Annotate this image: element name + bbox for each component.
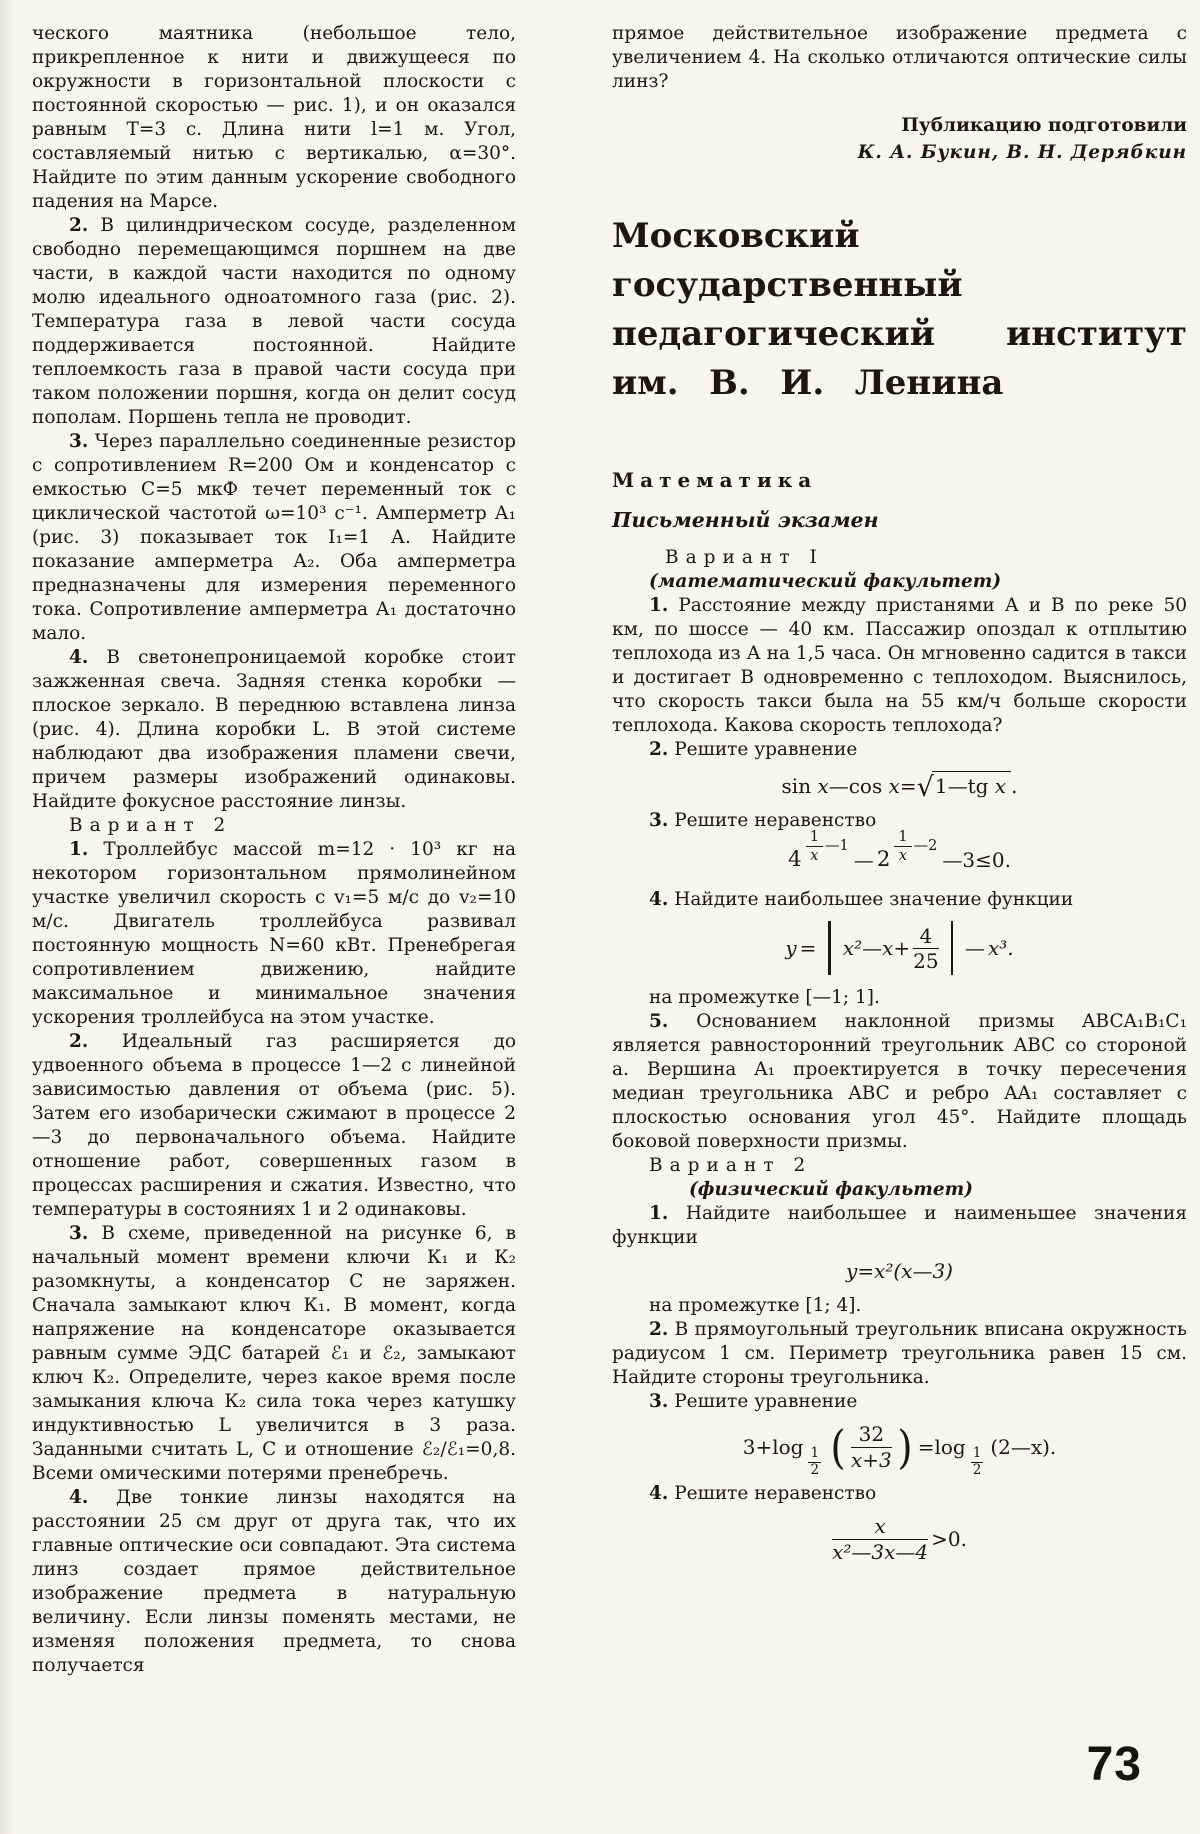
problem-number: 4. (69, 647, 89, 668)
problem-body: В светонепроницаемой коробке стоит зажженная свеча. Задняя стенка коробки — плоское зеркало. В переднюю вставлена линза (рис. 4). Длина коробки L. В этой системе наблюдают два изображения пламени свечи, причем размеры изображений одинаковы. Найдите фокусное расстояние линзы. (32, 647, 516, 812)
institute-line: Московский (612, 216, 860, 256)
problem-body: Найдите наибольшее значение функции (674, 889, 1074, 911)
log-base (971, 1446, 984, 1479)
eq-term: —3≤0. (942, 847, 1011, 872)
eq-row (788, 829, 1011, 877)
equation-logarithmic (612, 1419, 1187, 1479)
problem-number: 2. (69, 215, 89, 236)
variant-1-heading: Вариант I (665, 547, 824, 568)
radicand (932, 771, 1011, 798)
variant2-problem-2 (32, 1030, 516, 1222)
fraction-numerator: 32 (851, 1423, 892, 1447)
v2-problem-2 (612, 1318, 1187, 1390)
problem-number: 4. (69, 1487, 89, 1508)
problem-2-physics (32, 214, 516, 430)
eq-term: —1 (824, 838, 849, 855)
faculty-physics: (физический факультет) (689, 1179, 973, 1201)
eq-var: x (888, 774, 900, 798)
problem-number: 2. (69, 1031, 89, 1052)
v1-problem-2 (612, 738, 1187, 762)
problem-number: 4. (649, 889, 669, 911)
fraction-denominator: x (898, 848, 908, 865)
equation-cubic (612, 1259, 1187, 1283)
page-number: 73 (1086, 1738, 1142, 1791)
eq-term: — (853, 847, 874, 872)
eq-exponent (894, 829, 937, 864)
fraction (894, 829, 911, 864)
problem-number: 1. (649, 1203, 669, 1225)
radical-sign: √ (916, 772, 934, 803)
eq-var: y (785, 936, 797, 961)
fraction-denominator: 2 (972, 1462, 982, 1479)
fraction-denominator: x²—3x—4 (832, 1539, 929, 1564)
problem-body: Решите уравнение (674, 739, 858, 760)
left-paren: ( (830, 1419, 846, 1474)
fraction-numerator: 1 (894, 829, 911, 847)
eq-term: = (899, 774, 917, 798)
problem-body: Основанием наклонной призмы ABCA₁B₁C₁ является равносторонний треугольник ABC со стороной a. Вершина A₁ проектируется в точку пересечения медиан треугольника ABC и ребро AA₁ составляет с плоскостью основания угол 45°. Найдите площадь боковой поверхности призмы. (612, 1011, 1187, 1153)
v2-problem-4 (612, 1482, 1187, 1506)
left-column (32, 22, 516, 1678)
problem-text-continued: прямое действительное изображение предмета с увеличением 4. На сколько отличаются оптические силы линз? (612, 23, 1187, 92)
fraction-denominator: x (810, 848, 819, 865)
abs-bar (951, 921, 953, 975)
problem-body: Решите неравенство (674, 810, 877, 831)
institute-heading (612, 212, 1187, 408)
equation-rational-inequality (612, 1515, 1187, 1563)
problem-number: 3. (69, 431, 89, 452)
problem-text-continued: ческого маятника (небольшое тело, прикрепленное к нити и движущееся по окружности в горизонтальной плоскости с постоянной скоростью — рис. 1), и он оказался равным T=3 с. Длина нити l=1 м. Угол, составляемый нитью с вертикалью, α=30°. Найдите по этим данным ускорение свободного падения на Марсе. (32, 23, 516, 212)
right-paren: ) (897, 1419, 913, 1474)
fraction (851, 1423, 892, 1471)
fraction-numerator: 4 (913, 925, 938, 949)
exam-type-heading: Письменный экзамен (612, 508, 879, 532)
eq-exponent (806, 829, 849, 864)
problem-body: В прямоугольный треугольник вписана окружность радиусом 1 см. Периметр треугольника равен 15 см. Найдите стороны треугольника. (612, 1319, 1187, 1389)
eq-row (785, 921, 1013, 975)
problem-body: Расстояние между пристанями А и В по реке 50 км, по шоссе — 40 км. Пассажир опоздал к отплытию теплохода из А на 1,5 часа. Он мгновенно садится в такси и достигает В одновременно с теплоходом. Выяснилось, что скорость такси была на 55 км/ч больше скорости теплохода. Какова скорость теплохода? (612, 595, 1187, 736)
faculty-math: (математический факультет) (649, 571, 1002, 592)
problem-body: Идеальный газ расширяется до удвоенного объема в процессе 1—2 с линейной зависимостью давления от объема (рис. 5). Затем его изобарически сжимают в процессе 2—3 до первоначального объема. Найдите отношение работ, совершенных газом в процессах расширения и сжатия. Известно, что температуры в состояниях 1 и 2 одинаковы. (32, 1031, 516, 1220)
problem-body: В цилиндрическом сосуде, разделенном свободно перемещающимся поршнем на две части, в каждой части находится по одному молю идеального одноатомного газа (рис. 2). Температура газа в левой части сосуда поддерживается постоянной. Найдите теплоемкость газа в правой части сосуда при таком положении поршня, когда он делит сосуд пополам. Поршень тепла не проводит. (32, 215, 516, 428)
problem-body: В схеме, приведенной на рисунке 6, в начальный момент времени ключи К₁ и К₂ разомкнуты, а конденсатор C не заряжен. Сначала замыкают ключ К₁. В момент, когда напряжение на конденсаторе оказывается равным сумме ЭДС батарей ℰ₁ и ℰ₂, замыкают ключ К₂. Определите, через какое время после замыкания ключа К₂ сила тока через катушку индуктивностью L увеличится в 3 раза. Заданными считать L, C и отношение ℰ₂/ℰ₁=0,8. Всеми омическими потерями пренебречь. (32, 1223, 516, 1484)
eq-term: >0. (931, 1527, 967, 1552)
problem-body: Через параллельно соединенные резистор с сопротивлением R=200 Ом и конденсатор с емкостью C=5 мкФ течет переменный ток с циклической частотой ω=10³ с⁻¹. Амперметр А₁ (рис. 3) показывает ток I₁=1 А. Найдите показание амперметра А₂. Оба амперметра предназначены для измерения переменного тока. Сопротивление амперметра А₁ достаточно мало. (32, 431, 516, 644)
problem-body: Найдите наибольшее и наименьшее значения функции (612, 1203, 1187, 1249)
eq-term: 1—tg (934, 774, 995, 798)
fraction-denominator: x+3 (851, 1447, 892, 1472)
log-base (808, 1446, 821, 1479)
problem-number: 2. (649, 1319, 669, 1341)
eq-var: x²—x+ (842, 936, 911, 961)
v1-problem-4 (612, 888, 1187, 912)
problem-number: 5. (649, 1011, 669, 1033)
fraction-denominator: 25 (913, 948, 939, 973)
problem-3-physics (32, 430, 516, 646)
eq-row (742, 1419, 1057, 1479)
variant2-problem-3 (32, 1222, 516, 1486)
right-column (612, 22, 1187, 1574)
problem-number: 3. (649, 810, 669, 831)
variant2-problem-1 (32, 838, 516, 1030)
eq-term: sin (781, 774, 818, 798)
problem-number: 2. (649, 739, 669, 760)
eq-term: = (799, 936, 817, 961)
institute-line: педагогический институт (612, 314, 1187, 354)
fraction-numerator: 1 (971, 1446, 984, 1464)
variant-2-heading-left: Вариант 2 (69, 815, 233, 836)
fraction-numerator: 1 (808, 1446, 821, 1464)
eq-term: (2—x). (990, 1435, 1057, 1460)
eq-var: y=x²(x—3) (846, 1259, 953, 1284)
byline-authors: К. А. Букин, В. Н. Дерябкин (857, 142, 1187, 163)
v1-problem-4-interval: на промежутке [—1; 1]. (649, 987, 880, 1009)
eq-term: — (965, 936, 985, 961)
v2-problem-1 (612, 1202, 1187, 1250)
problem-number: 1. (649, 595, 669, 616)
subject-heading: Математика (612, 468, 818, 492)
abs-bar (828, 921, 830, 975)
v2-problem-3 (612, 1390, 1187, 1414)
fraction (913, 925, 938, 973)
problem-number: 1. (69, 839, 89, 860)
eq-base: 4 (788, 846, 802, 872)
institute-line: им. В. И. Ленина (612, 363, 1004, 403)
byline-prepared: Публикацию подготовили (901, 115, 1187, 136)
fraction-numerator: x (832, 1515, 928, 1539)
byline (612, 112, 1187, 166)
eq-var: x³. (988, 936, 1014, 961)
problem-number: 3. (69, 1223, 89, 1244)
fraction-denominator: 2 (810, 1462, 820, 1479)
problem-body: Троллейбус массой m=12 · 10³ кг на некотором горизонтальном прямолинейном участке увеличил скорость с v₁=5 м/с до v₂=10 м/с. Двигатель троллейбуса развивал постоянную мощность N=60 кВт. Пренебрегая сопротивлением движению, найдите максимальное и минимальное значения ускорения троллейбуса на этом участке. (32, 839, 516, 1028)
eq-term: —2 (913, 838, 938, 855)
v1-problem-5 (612, 1010, 1187, 1154)
problem-body: Две тонкие линзы находятся на расстоянии 25 см друг от друга так, что их главные оптические оси совпадают. Эта система линз создает прямое действительное изображение предмета в натуральную величину. Если линзы поменять местами, не изменяя положения предмета, то снова получается (32, 1487, 516, 1676)
problem-body: Решите неравенство (674, 1483, 877, 1505)
equation-exponential-inequality (612, 829, 1187, 877)
eq-term: =log (917, 1435, 966, 1460)
eq-var: x (817, 774, 829, 798)
equation-sin-cos-sqrt (612, 771, 1187, 803)
v2-problem-1-interval: на промежутке [1; 4]. (649, 1295, 862, 1317)
problem-number: 3. (649, 1391, 669, 1413)
fraction-numerator: 1 (806, 829, 823, 847)
fraction (832, 1515, 928, 1563)
eq-base: 2 (876, 846, 891, 872)
equation-abs-function (612, 921, 1187, 975)
institute-line: государственный (612, 265, 963, 305)
variant2-problem-4 (32, 1486, 516, 1678)
eq-term: . (1011, 774, 1018, 798)
fraction (806, 829, 823, 864)
problem-number: 4. (649, 1483, 669, 1505)
variant-2-heading-right: Вариант 2 (649, 1155, 813, 1177)
eq-term: 3+log (742, 1435, 804, 1460)
problem-body: Решите уравнение (674, 1391, 858, 1413)
problem-4-physics (32, 646, 516, 814)
eq-term: —cos (828, 774, 889, 798)
eq-var: x (994, 774, 1007, 798)
eq-row (832, 1515, 967, 1563)
v1-problem-1 (612, 594, 1187, 738)
